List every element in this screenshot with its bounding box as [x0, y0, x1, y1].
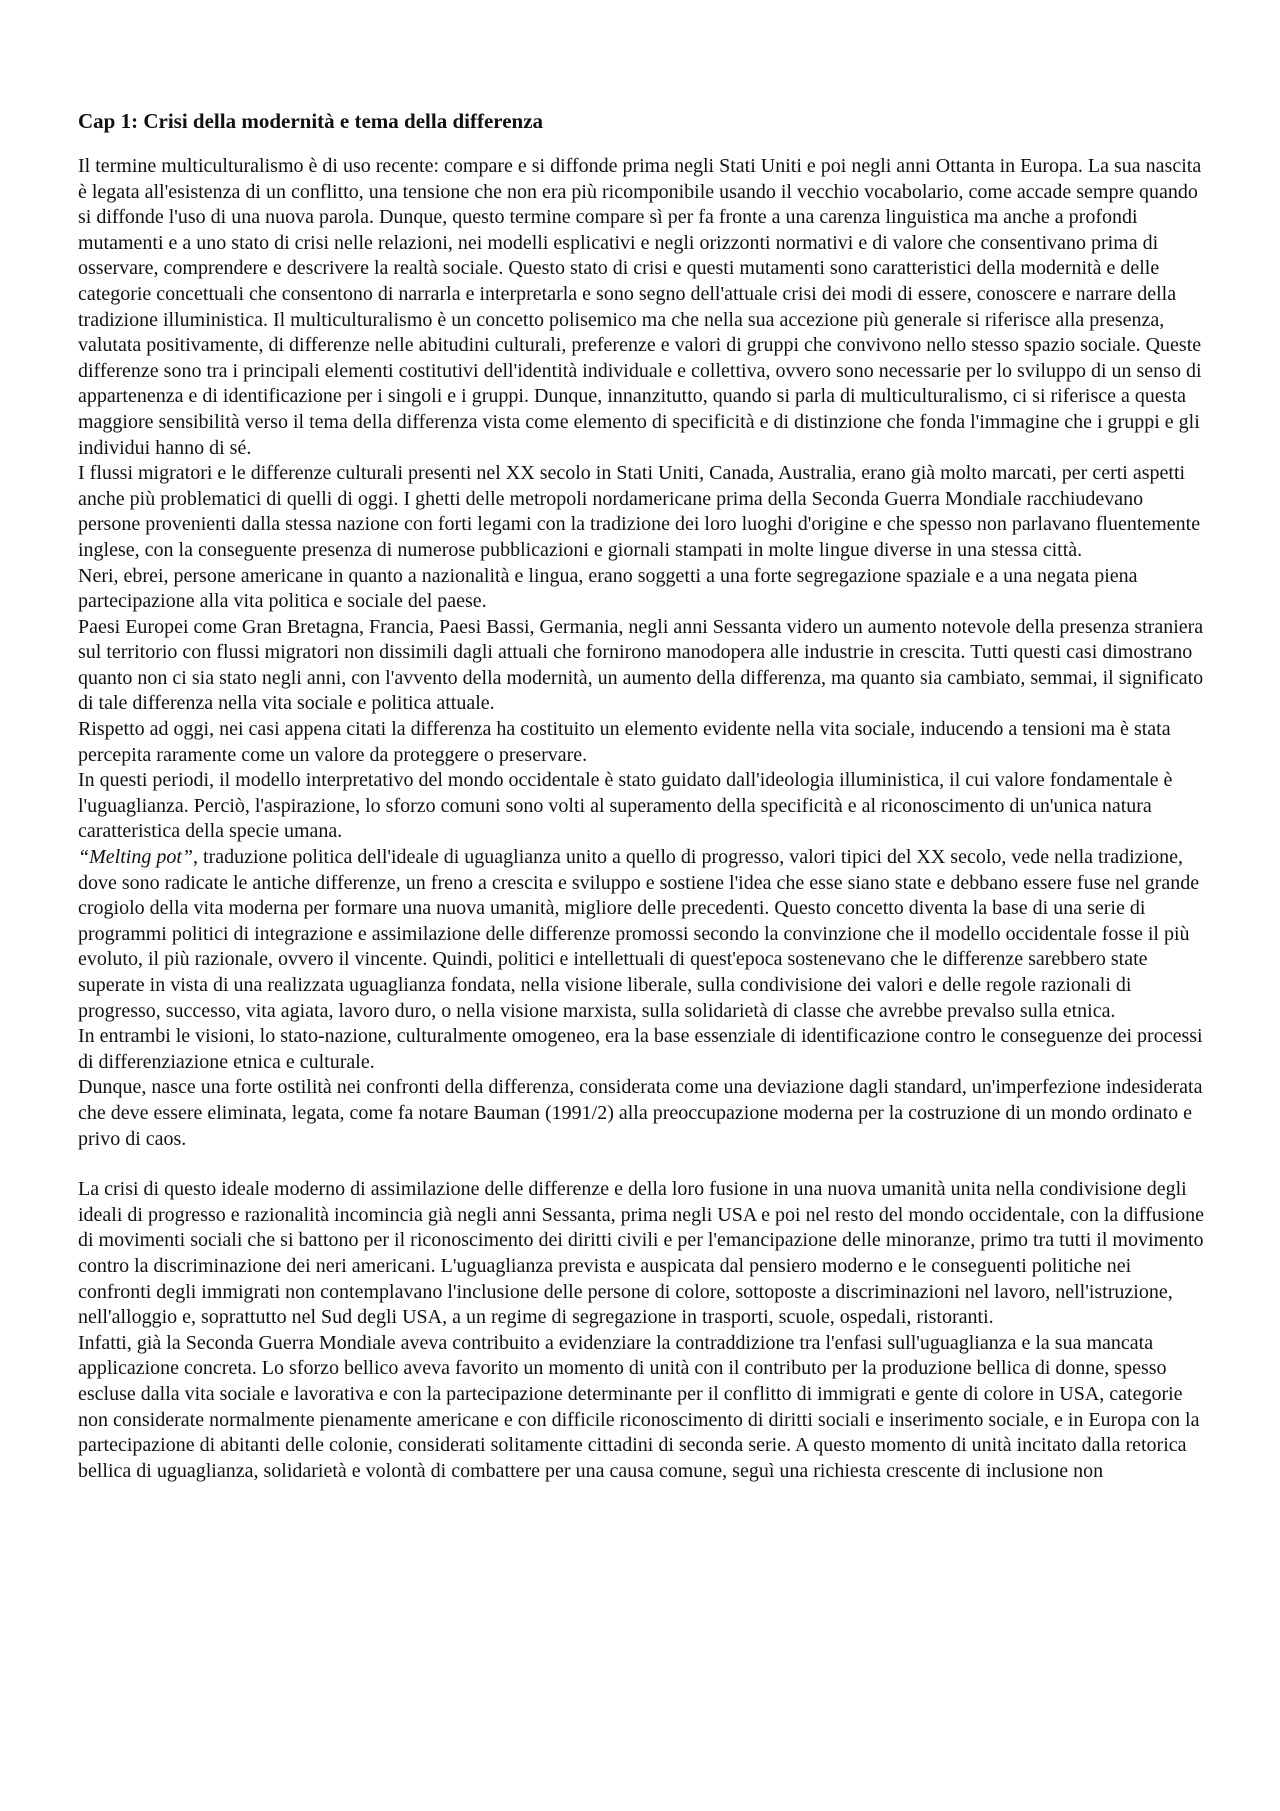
paragraph-ostilita: Dunque, nasce una forte ostilità nei confronti della differenza, considerata come una deviazione dagli standard, un'imperfezione indesiderata che deve essere eliminata, legata, come fa notare Bauman (1991/2) alla preoccupazione moderna per la costruzione di un mondo ordinato e privo di caos.	[78, 1076, 1203, 1150]
paragraph-seconda-guerra: Infatti, già la Seconda Guerra Mondiale aveva contribuito a evidenziare la contraddizione tra l'enfasi sull'uguaglianza e la sua mancata applicazione concreta. Lo sforzo bellico aveva favorito un momento di unità con il contributo per la produzione bellica di donne, spesso escluse dalla vita sociale e lavorativa e con la partecipazione determinante per il conflitto di immigrati e gente di colore in USA, categorie non considerate normalmente pienamente americane e con difficile riconoscimento di diritti sociali e inserimento sociale, e in Europa con la partecipazione di abitanti delle colonie, considerati solitamente cittadini di seconda serie. A questo momento di unità incitato dalla retorica bellica di uguaglianza, solidarietà e volontà di combattere per una causa comune, seguì una richiesta crescente di inclusione non	[78, 1331, 1200, 1482]
page-title: Cap 1: Crisi della modernità e tema della differenza	[78, 109, 544, 133]
paragraph-flussi-migratori: I flussi migratori e le differenze culturali presenti nel XX secolo in Stati Uniti, Canada, Australia, erano già molto marcati, per certi aspetti anche più problematici di quelli di oggi. I ghetti delle metropoli nordamericane prima della Seconda Guerra Mondiale racchiudevano persone provenienti dalla stessa nazione con forti legami con la tradizione dei loro luoghi d'origine e che spesso non parlavano fluentemente inglese, con la conseguente presenza di numerose pubblicazioni e giornali stampati in molte lingue diverse in una stessa città.	[78, 462, 1201, 561]
paragraph-crisi-ideale: La crisi di questo ideale moderno di assimilazione delle differenze e della loro fusione in una nuova umanità unita nella condivisione degli ideali di progresso e razionalità incomincia già negli anni Sessanta, prima negli USA e poi nel resto del mondo occidentale, con la diffusione di movimenti sociali che si battono per il riconoscimento dei diritti civili e per l'emancipazione delle minoranze, primo tra tutti il movimento contro la discriminazione dei neri americani. L'uguaglianza prevista e auspicata dal pensiero moderno e le conseguenti politiche nei confronti degli immigrati non contemplavano l'inclusione delle persone di colore, sottoposte a discriminazioni nel lavoro, nell'istruzione, nell'alloggio e, soprattutto nel Sud degli USA, a un regime di segregazione in trasporti, scuole, ospedali, ristoranti.	[78, 1178, 1204, 1329]
paragraph-multiculturalismo: Il termine multiculturalismo è di uso recente: compare e si diffonde prima negli Stati Uniti e poi negli anni Ottanta in Europa. La sua nascita è legata all'esistenza di un conflitto, una tensione che non era più ricomponibile usando il vecchio vocabolario, come accade sempre quando si diffonde l'uso di una nuova parola. Dunque, questo termine compare sì per fa fronte a una carenza linguistica ma anche a profondi mutamenti e a uno stato di crisi nelle relazioni, nei modelli esplicativi e negli orizzonti normativi e di valore che consentivano prima di osservare, comprendere e descrivere la realtà sociale. Questo stato di crisi e questi mutamenti sono caratteristici della modernità e delle categorie concettuali che consentono di narrarla e interpretarla e sono segno dell'attuale crisi dei modi di essere, conoscere e narrare della tradizione illuministica. Il multiculturalismo è un concetto polisemico ma che nella sua accezione più generale si riferisce alla presenza, valutata positivamente, di differenze nelle abitudini culturali, preferenze e valori di gruppi che convivono nello stesso spazio sociale. Queste differenze sono tra i principali elementi costitutivi dell'identità individuale e collettiva, ovvero sono necessarie per lo sviluppo di un senso di appartenenza e di identificazione per i singoli e i gruppi. Dunque, innanzitutto, quando si parla di multiculturalismo, ci si riferisce a questa maggiore sensibilità verso il tema della differenza vista come elemento di specificità e di distinzione che fonda l'immagine che i gruppi e gli individui hanno di sé.	[78, 155, 1202, 459]
paragraph-gap	[78, 1152, 1208, 1177]
melting-pot-text: , traduzione politica dell'ideale di uguaglianza unito a quello di progresso, valori tipici del XX secolo, vede nella tradizione, dove sono radicate le antiche differenze, un freno a crescita e sviluppo e sostiene l'idea che esse siano state e debbano essere fuse nel grande crogiolo della vita moderna per formare una nuova umanità, migliore delle precedenti. Questo concetto diventa la base di una serie di programmi politici di integrazione e assimilazione delle differenze promossi secondo la convinzione che il modello occidentale fosse il più evoluto, il più razionale, ovvero il vincente. Quindi, politici e intellettuali di quest'epoca sostenevano che le differenze sarebbero state superate in vista di una realizzata uguaglianza fondata, nella visione liberale, sulla condivisione dei valori e delle regole razionali di progresso, successo, vita agiata, lavoro duro, o nella visione marxista, sulla solidarietà di classe che avrebbe prevalso sulla etnica.	[78, 846, 1200, 1022]
paragraph-stato-nazione: In entrambi le visioni, lo stato-nazione, culturalmente omogeneo, era la base essenziale di identificazione contro le conseguenze dei processi di differenziazione etnica e culturale.	[78, 1025, 1203, 1073]
paragraph-neri-ebrei: Neri, ebrei, persone americane in quanto a nazionalità e lingua, erano soggetti a una forte segregazione spaziale e a una negata piena partecipazione alla vita politica e sociale del paese.	[78, 564, 1138, 613]
paragraph-modello-interpretativo: In questi periodi, il modello interpretativo del mondo occidentale è stato guidato dall'ideologia illuministica, il cui valore fondamentale è l'uguaglianza. Perciò, l'aspirazione, lo sforzo comuni sono volti al superamento della specificità e al riconoscimento di un'unica natura caratteristica della specie umana.	[78, 769, 1173, 843]
paragraph-melting-pot	[78, 845, 1208, 1024]
paragraph-rispetto-ad-oggi: Rispetto ad oggi, nei casi appena citati la differenza ha costituito un elemento evidente nella vita sociale, inducendo a tensioni ma è stata percepita raramente come un valore da proteggere o preservare.	[78, 718, 1171, 766]
melting-pot-term: “Melting pot”	[78, 846, 194, 869]
paragraph-paesi-europei: Paesi Europei come Gran Bretagna, Francia, Paesi Bassi, Germania, negli anni Sessanta videro un aumento notevole della presenza straniera sul territorio con flussi migratori non dissimili dagli attuali che fornirono manodopera alle industrie in crescita. Tutti questi casi dimostrano quanto non ci sia stato negli anni, con l'avvento della modernità, un aumento della differenza, ma quanto sia cambiato, semmai, il significato di tale differenza nella vita sociale e politica attuale.	[78, 615, 1204, 715]
document-page	[78, 108, 1208, 1484]
